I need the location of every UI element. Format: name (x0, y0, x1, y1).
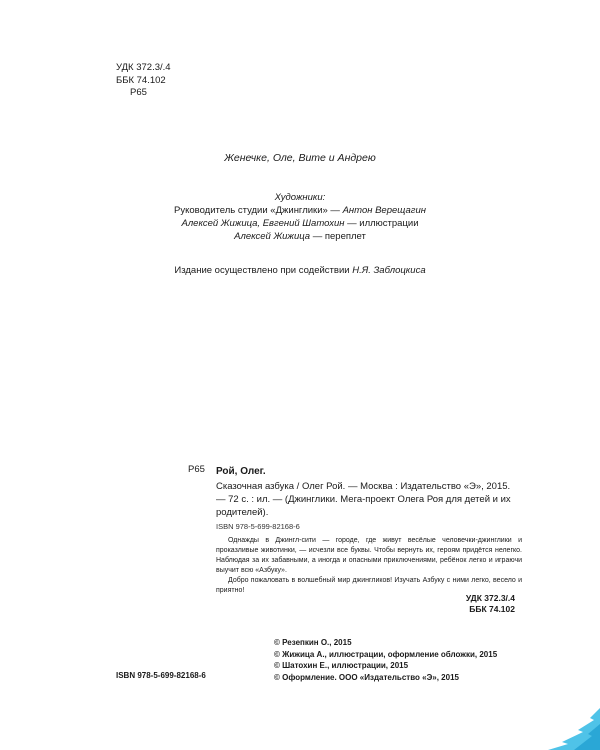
credits-cover-row (0, 230, 600, 243)
catalog-code: Р65 (188, 464, 205, 475)
copyright-list (274, 637, 497, 683)
udk-code: УДК 372.3/.4 (116, 62, 171, 73)
credits-block (0, 191, 600, 243)
cover-role: — переплет (312, 231, 366, 242)
annotation-paragraph-2: Добро пожаловать в волшебный мир джингликов! Изучать Азбуку с ними легко, весело и приятно! (216, 577, 522, 594)
dedication: Женечке, Оле, Вите и Андрею (224, 152, 376, 164)
bbk-code: ББК 74.102 (116, 74, 166, 86)
studio-role: Руководитель студии «Джинглики» — (174, 205, 340, 216)
copyright-line: © Шатохин Е., иллюстрации, 2015 (274, 661, 409, 670)
annotation-paragraph-1: Однажды в Джингл-сити — городе, где живут весёлые человечки-джинглики и проказливые животинки, — исчезли все буквы. Чтобы вернуть их, героям придётся нелегко. Наблюдая за их забавными, а иногда и опасными приключениями, ребёнок легко и играючи выучит всю «Азбуку». (216, 537, 522, 574)
credits-studio-row (0, 204, 600, 217)
copyright-line: © Резепкин О., 2015 (274, 638, 352, 647)
catalog-bbk: ББК 74.102 (469, 604, 515, 614)
credits-illustrators-row (0, 217, 600, 230)
classification-block (116, 62, 171, 100)
catalog-udk: УДК 372.3/.4 (465, 593, 515, 603)
catalog-author: Рой, Олег. (216, 466, 266, 477)
support-name: Н.Я. Заблоцкиса (352, 265, 426, 276)
illustrators-role: — иллюстрации (347, 218, 419, 229)
cover-artist: Алексей Жижица (234, 231, 311, 242)
copyright-line: © Жижица А., иллюстрации, оформление обложки, 2015 (274, 649, 498, 659)
studio-name: Антон Верещагин (342, 205, 426, 216)
support-line (0, 265, 600, 276)
decorative-splash (470, 700, 600, 750)
catalog-isbn: ISBN 978-5-699-82168-6 (216, 522, 300, 531)
isbn-bottom: ISBN 978-5-699-82168-6 (116, 671, 206, 680)
catalog-annotation (216, 536, 522, 596)
illustrators-names: Алексей Жижица, Евгений Шатохин (181, 218, 345, 229)
support-text: Издание осуществлено при содействии (174, 265, 350, 276)
credits-heading: Художники: (274, 192, 326, 203)
catalog-description: Сказочная азбука / Олег Рой. — Москва : Издательство «Э», 2015. — 72 с. : ил. — (Джинглики. Мега-проект Олега Роя для детей и их родителей). (216, 481, 511, 518)
copyright-line: © Оформление. ООО «Издательство «Э», 2015 (274, 672, 459, 682)
catalog-classification (0, 593, 515, 615)
author-sign: Р65 (130, 87, 147, 98)
